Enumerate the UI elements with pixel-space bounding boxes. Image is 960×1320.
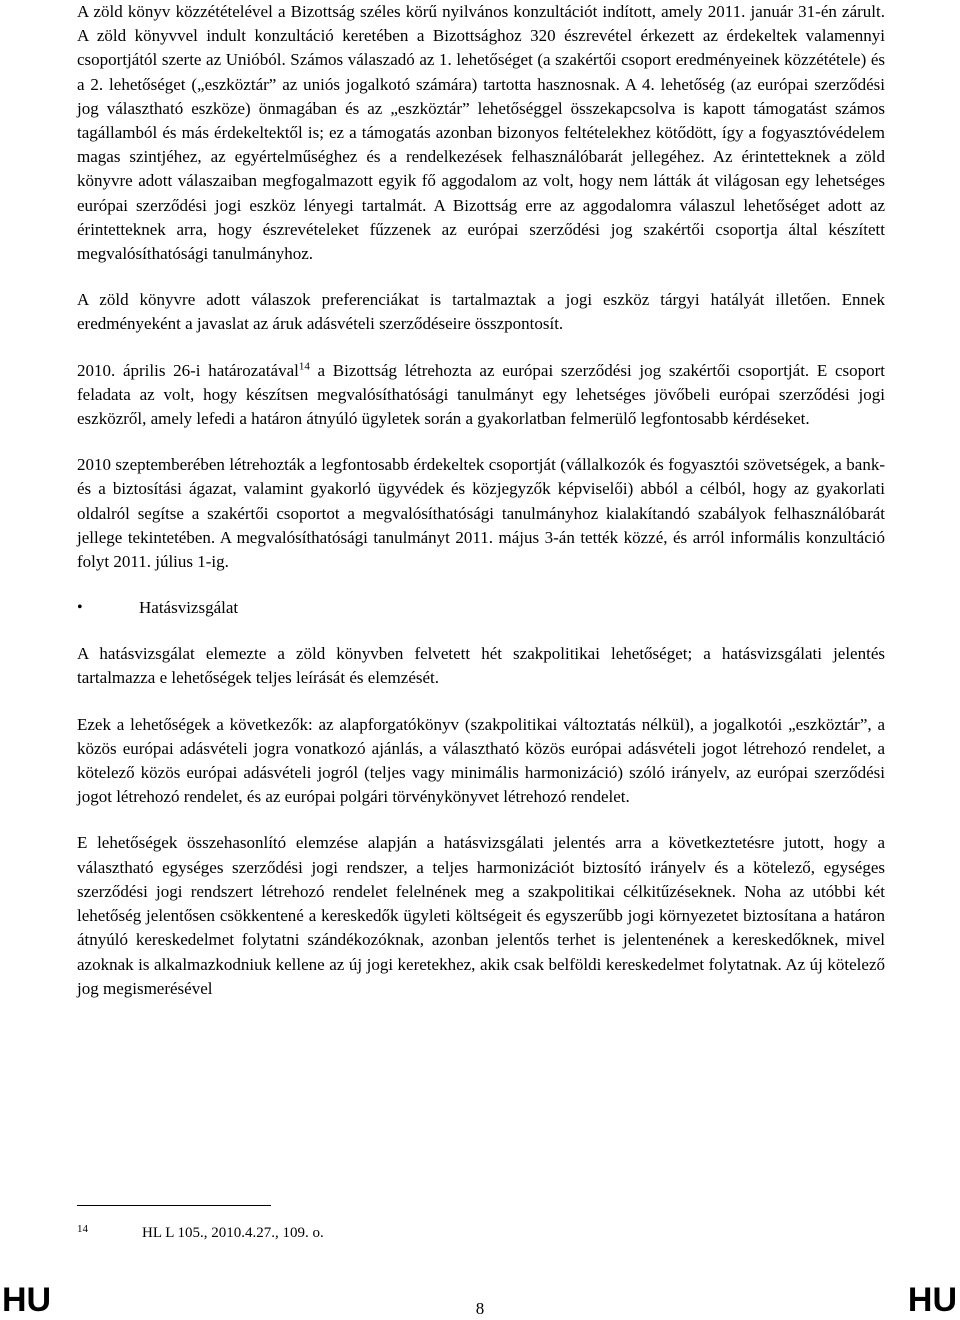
paragraph-stakeholders: 2010 szeptemberében létrehozták a legfontosabb érdekeltek csoportját (vállalkozók és fogyasztói szövetségek, a bank- és a biztosítási ágazat, valamint gyakorló ügyvédek és közjegyzők képviselői) abból a célból, hogy az gyakorlati oldalról segítse a szakértői csoportot a megvalósíthatósági tanulmányhoz kialakítandó szabályok felhasználóbarát jellege tekintetében. A megvalósíthatósági tanulmányt 2011. május 3-án tették közzé, és arról informális konzultáció folyt 2011. július 1-ig. (77, 455, 885, 572)
paragraph-options: Ezek a lehetőségek a következők: az alapforgatókönyv (szakpolitikai változtatás nélkül), a jogalkotói „eszköztár”, a közös európai adásvételi jogra vonatkozó ajánlás, a választható közös európai adásvételi jogot létrehozó rendelet, a kötelező közös európai adásvételi jogról (teljes vagy minimális harmonizáció) szóló irányelv, az európai szerződési jogot létrehozó rendelet, és az európai polgári törvénykönyvet létrehozó rendelet. (77, 714, 885, 807)
language-code-left: HU (2, 1281, 52, 1319)
document-body (77, 0, 885, 1023)
language-code-right: HU (907, 1281, 957, 1319)
paragraph-expert-group-rest: a Bizottság létrehozta az európai szerződési jog szakértői csoportját. E csoport feladata az volt, hogy készítsen megvalósíthatósági tanulmányt egy lehetséges jövőbeli európai szerződési jogi eszközről, amely lefedi a határon átnyúló ügyletek során a gyakorlatban felmerülő legfontosabb kérdéseket. (77, 360, 886, 429)
footnote-separator (77, 1205, 271, 1206)
paragraph-expert-group (77, 359, 885, 432)
paragraph-consultation: A zöld könyv közzétételével a Bizottság széles körű nyilvános konzultációt indított, amely 2011. január 31-én zárult. A zöld könyvvel indult konzultáció keretében a Bizottsághoz 320 észrevétel érkezett az érdekeltek valamennyi csoportjától szerte az Unióból. Számos válaszadó az 1. lehetőséget (a szakértői csoport eredményeinek közzététele) és a 2. lehetőséget („eszköztár” az uniós jogalkotó számára) tartotta hasznosnak. A 4. lehetőség (az európai szerződési jog választható eszköze) önmagában és az „eszköztár” lehetőséggel összekapcsolva is kapott támogatást számos tagállamból és más érdekeltektől is; ez a támogatás azonban bizonyos feltételekhez kötődött, így a fogyasztóvédelem magas szintjéhez, az egyértelműséghez és a rendelkezések felhasználóbarát jellegéhez. Az érintetteknek a zöld könyvre adott válaszaiban megfogalmazott egyik fő aggodalom az volt, hogy nem látták át világosan egy lehetséges európai szerződési jogi eszköz lényegi tartalmát. A Bizottság erre az aggodalomra válaszul lehetőséget adott az érintetteknek arra, hogy észrevételeket fűzzenek az európai szerződési jog szakértői csoportja által készített megvalósíthatósági tanulmányhoz. (77, 2, 885, 264)
footnote-number: 14 (77, 1223, 88, 1235)
bullet-icon: • (77, 599, 83, 617)
footnote-text: HL L 105., 2010.4.27., 109. o. (142, 1225, 324, 1241)
page-number: 8 (475, 1299, 485, 1318)
paragraph-impact-assessment: A hatásvizsgálat elemezte a zöld könyvben felvetett hét szakpolitikai lehetőséget; a hatásvizsgálati jelentés tartalmazza e lehetőségek teljes leírását és elemzését. (77, 644, 885, 688)
section-heading-text: Hatásvizsgálat (139, 598, 239, 618)
footnote-reference[interactable]: 14 (298, 359, 310, 372)
paragraph-comparison: E lehetőségek összehasonlító elemzése alapján a hatásvizsgálati jelentés arra a következtetésre jutott, hogy a választható egységes szerződési jogi rendszer, a teljes harmonizációt biztosító irányelv és a kötelező, egységes szerződési jogi rendszert létrehozó rendelet felelnének meg a szakpolitikai célkitűzéseknek. Noha az utóbbi két lehetőség jelentősen csökkentené a kereskedők ügyleti költségeit és egyszerűbb jogi környezetet biztosítana a határon átnyúló kereskedelmet folytatni szándékozóknak, azonban jelentős terhet is jelentenének a kereskedőknek, mivel azoknak is alkalmazkodniuk kellene az új jogi keretekhez, akik csak belföldi kereskedelmet folytatnak. Az új kötelező jog megismerésével (77, 833, 885, 998)
paragraph-preferences: A zöld könyvre adott válaszok preferenciákat is tartalmaztak a jogi eszköz tárgyi hatályát illetően. Ennek eredményeként a javaslat az áruk adásvételi szerződéseire összpontosít. (77, 290, 885, 334)
paragraph-expert-group-start: 2010. április 26-i határozatával (77, 360, 299, 380)
section-heading-impact-assessment (77, 596, 885, 620)
